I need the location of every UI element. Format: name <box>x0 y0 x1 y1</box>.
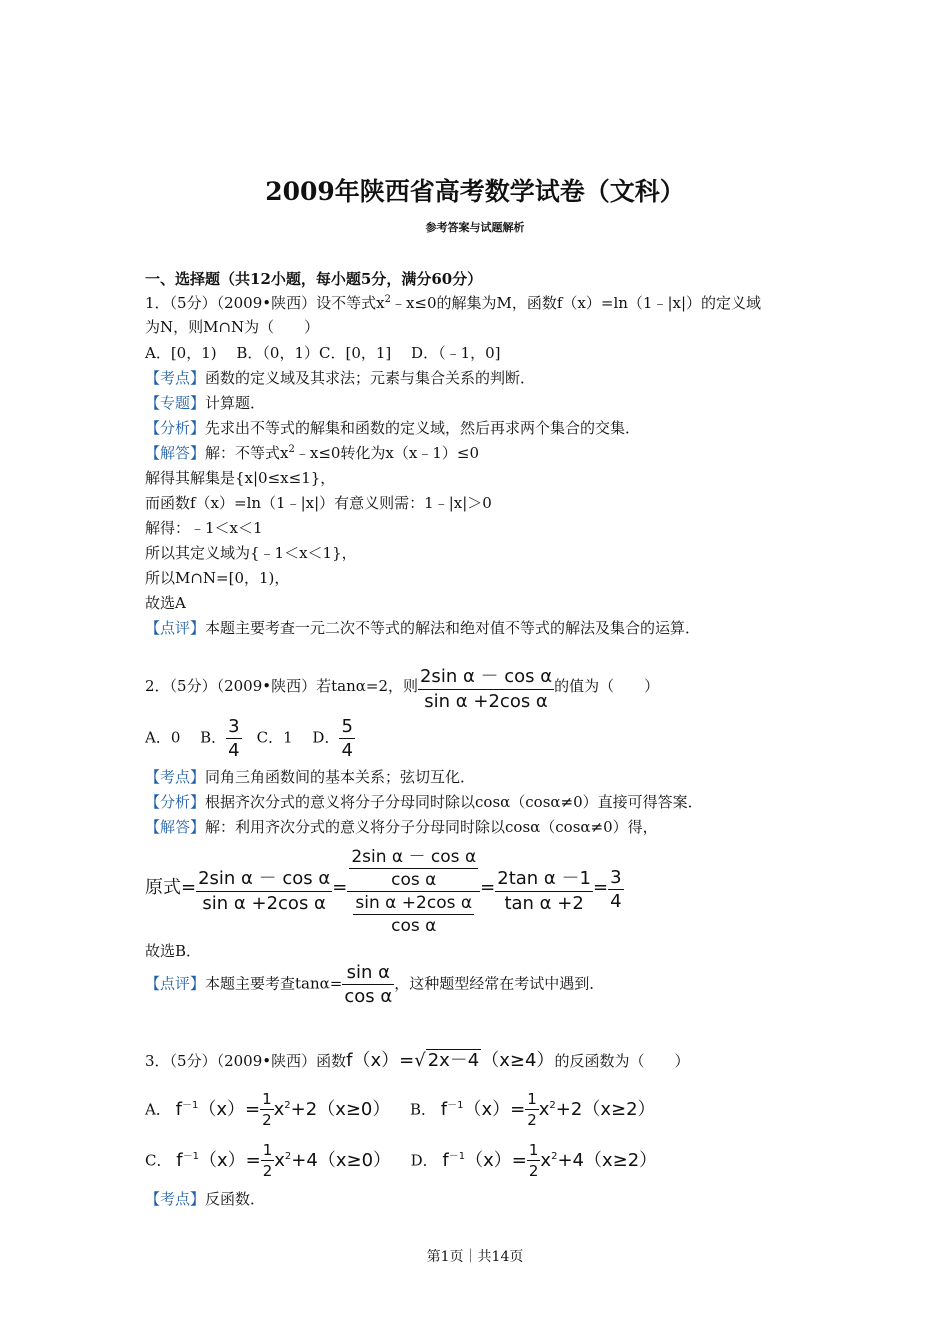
q2-jieda: 【解答】解：利用齐次分式的意义将分子分母同时除以cosα（cosα≠0）得， <box>145 818 658 836</box>
q1-solution-line5: 所以M∩N=[0，1)， <box>145 569 290 587</box>
q3-option-b: $f^{-1}(x)=$ $\frac{1}{2}$ $x^2+2(x\ge 2)$ <box>440 1090 656 1129</box>
q3-options-row2: C． $f^{-1}(x)=$ $\frac{1}{2}$ $x^2+4(x\ge 0)$ D． $f^{-1}(x)=$ $\frac{1}{2}$ $x^2+4(x\ge 2)$ <box>145 1141 658 1180</box>
q3-option-c: $f^{-1}(x)=$ $\frac{1}{2}$ $x^2+4(x\ge 0)$ <box>176 1141 392 1180</box>
q3-options-row1: A． $f^{-1}(x)=$ $\frac{1}{2}$ $x^2+2(x\ge 0)$ B． $f^{-1}(x)=$ $\frac{1}{2}$ $x^2+2(x\ge 2)$ <box>145 1090 656 1129</box>
q1-fenxi: 【分析】先求出不等式的解集和函数的定义域，然后再求两个集合的交集． <box>145 419 641 437</box>
q1-solution-line2: 而函数f（x）=ln（1﹣|x|）有意义则需：1﹣|x|＞0 <box>145 494 492 512</box>
q2-derivation-result: $\frac{3}{4}$ <box>610 866 622 912</box>
page-title: 2009年陕西省高考数学试卷（文科） <box>265 177 685 206</box>
q2-option-d-fraction: $\frac{5}{4}$ <box>341 716 353 761</box>
q2-stem-fraction: $\frac{\text{2sin α － cos α}}{\text{sin α +2cos α}}$ <box>418 662 554 712</box>
q1-solution-line1: 解得其解集是{x|0≤x≤1}， <box>145 469 336 487</box>
q3-function: f（x）=√ 2x－4 （x≥4） <box>346 1050 555 1071</box>
q1-stem-line1: 1．（5分）（2009•陕西）设不等式$x^2﹣x\le 0$的解集为M，函数f（x）=ln（1﹣|x|）的定义域 <box>145 294 762 312</box>
q2-guxuan: 故选B． <box>145 942 202 960</box>
section-heading: 一、选择题（共12小题，每小题5分，满分60分） <box>145 270 483 288</box>
q1-dianping: 【点评】本题主要考查一元二次不等式的解法和绝对值不等式的解法及集合的运算． <box>145 619 701 637</box>
q3-stem: 3．（5分）（2009•陕西）函数f（x）=√ 2x－4 （x≥4）的反函数为（ ） <box>145 1050 690 1071</box>
q2-derivation-fraction-3: $\frac{\text{2tan α －1}}{\text{tan α +2}}$ <box>495 864 593 914</box>
q1-solution-line6: 故选A <box>145 594 186 612</box>
q3-option-d: $f^{-1}(x)=$ $\frac{1}{2}$ $x^2+4(x\ge 2)$ <box>442 1141 658 1180</box>
q2-options: A．0 B． $\frac{3}{4}$ C．1 D． $\frac{5}{4}$ <box>145 716 353 761</box>
q2-derivation-fraction-1: $\frac{\text{2sin α － cos α}}{\text{sin α +2cos α}}$ <box>196 864 332 914</box>
q1-options: A．[0，1) B．（0，1）C．[0，1] D．（﹣1，0] <box>145 344 501 362</box>
q2-derivation: 原式= $\frac{\text{2sin α － cos α}}{\text{sin α +2cos α}}$ = $\frac{\frac{\text{2sin α － cos α}}{\text{cos α}}}{\frac{\text{sin α +2cos α}}{\text{cos α}}}$ = $\frac{\text{2tan α －1}}{\text{tan α +2}}$ = $\frac{3}{4}$ <box>145 842 624 936</box>
q2-dianping-fraction: $\frac{\text{sin α}}{\text{cos α}}$ <box>344 962 393 1007</box>
q2-kaodian: 【考点】同角三角函数间的基本关系；弦切互化． <box>145 768 476 786</box>
q1-jieda: 【解答】解：不等式$x^2﹣x\le 0$转化为x（x﹣1）≤0 <box>145 444 480 462</box>
q1-zhuanti: 【专题】计算题． <box>145 394 266 412</box>
q2-fenxi: 【分析】根据齐次分式的意义将分子分母同时除以cosα（cosα≠0）直接可得答案． <box>145 793 703 811</box>
q3-kaodian: 【考点】反函数． <box>145 1190 266 1208</box>
q1-solution-line4: 所以其定义域为{﹣1＜x＜1}， <box>145 544 357 562</box>
q1-sup: 2 <box>384 294 391 305</box>
q2-derivation-compound-fraction: $\frac{\frac{\text{2sin α － cos α}}{\text{cos α}}}{\frac{\text{sin α +2cos α}}{\text{cos α}}}$ <box>347 842 480 936</box>
q1-stem-line2: 为N，则M∩N为（ ） <box>145 318 320 336</box>
q2-stem: 2．（5分）（2009•陕西）若tanα=2，则 $\frac{\text{2sin α － cos α}}{\text{sin α +2cos α}}$ 的值为（ ） <box>145 662 659 712</box>
q2-dianping: 【点评】本题主要考查tanα= $\frac{\text{sin α}}{\text{cos α}}$ ，这种题型经常在考试中遇到． <box>145 962 605 1007</box>
page-footer: 第1页｜共14页 <box>426 1249 524 1265</box>
q2-option-b-fraction: $\frac{3}{4}$ <box>228 716 240 761</box>
q1-kaodian: 【考点】函数的定义域及其求法；元素与集合关系的判断． <box>145 369 536 387</box>
q3-option-a: $f^{-1}(x)=$ $\frac{1}{2}$ $x^2+2(x\ge 0)$ <box>175 1090 391 1129</box>
q1-solution-line3: 解得：﹣1＜x＜1 <box>145 519 263 537</box>
page-subtitle: 参考答案与试题解析 <box>425 221 525 234</box>
